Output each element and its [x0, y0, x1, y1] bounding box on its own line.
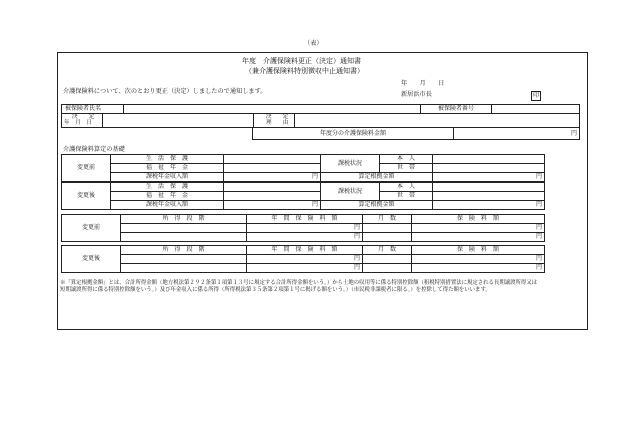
annual-premium-cell: 円: [247, 255, 363, 264]
basis-after-table: [61, 182, 545, 210]
months-header: 月 数: [363, 246, 412, 255]
household-value: [433, 164, 545, 173]
income-stage-cell: [121, 224, 247, 233]
income-after-label: 変更後: [62, 246, 121, 273]
household-label: 世 帯: [380, 192, 433, 201]
basis-before-label: 変更前: [62, 155, 111, 182]
pension-income-label: 課税年金収入額: [111, 173, 224, 182]
household-value: [433, 192, 545, 201]
income-stage-header: 所 得 段 階: [121, 246, 247, 255]
document-title: 年度 介護保険料更正（決定）通知書: [242, 57, 361, 65]
pension-income-label: 課税年金収入額: [111, 201, 224, 210]
welfare-pension-value: [224, 164, 321, 173]
annual-premium-cell: 円: [247, 224, 363, 233]
annual-amount-table: [252, 127, 580, 140]
standard-income-value: 円: [433, 201, 545, 210]
livelihood-value: [224, 183, 321, 192]
decision-date-value: [103, 114, 254, 128]
months-cell: [363, 255, 412, 264]
months-cell: [363, 233, 412, 242]
insured-number-label: 被保険者番号: [421, 105, 492, 114]
livelihood-value: [224, 155, 321, 164]
issue-date: 年 月 日: [401, 80, 445, 87]
months-header: 月 数: [363, 215, 412, 224]
welfare-pension-label: 福 祉 年 金: [111, 192, 224, 201]
premium-amount-cell: 円: [412, 264, 545, 273]
tax-status-label: 課税状況: [321, 155, 380, 173]
months-cell: [363, 224, 412, 233]
decision-table: [61, 113, 580, 128]
premium-amount-cell: 円: [412, 224, 545, 233]
premium-amount-header: 保 険 料 額: [412, 215, 545, 224]
income-stage-header: 所 得 段 階: [121, 215, 247, 224]
annual-premium-cell: 円: [247, 233, 363, 242]
basis-before-table: [61, 154, 545, 182]
issuer-name: 新居浜市長: [401, 91, 432, 98]
income-stage-cell: [121, 264, 247, 273]
income-stage-cell: [121, 255, 247, 264]
welfare-pension-label: 福 祉 年 金: [111, 164, 224, 173]
household-label: 世 帯: [380, 164, 433, 173]
annual-premium-header: 年 間 保 険 料 額: [247, 246, 363, 255]
decision-reason-value: [295, 114, 580, 128]
income-before-table: [61, 214, 545, 242]
decision-reason-label: 決 定 理 由: [254, 114, 295, 128]
self-value: [433, 183, 545, 192]
insured-name-label: 被保険者氏名: [62, 105, 124, 114]
standard-income-value: 円: [433, 173, 545, 182]
livelihood-label: 生 活 保 護: [111, 155, 224, 164]
self-value: [433, 155, 545, 164]
basis-heading: 介護保険料算定の基礎: [63, 146, 125, 153]
self-label: 本 人: [380, 183, 433, 192]
tax-status-label: 課税状況: [321, 183, 380, 201]
annual-amount-label: 年度分の介護保険料金額: [253, 128, 454, 140]
intro-text: 介護保険料について、次のとおり更正（決定）しましたので通知します。: [63, 88, 267, 95]
income-before-label: 変更前: [62, 215, 121, 242]
self-label: 本 人: [380, 155, 433, 164]
pension-income-value: 円: [224, 201, 321, 210]
pension-income-value: 円: [224, 173, 321, 182]
income-stage-cell: [121, 233, 247, 242]
decision-date-label: 決 定 年 月 日: [62, 114, 103, 128]
months-cell: [363, 264, 412, 273]
document-subtitle: （兼介護保険料特別徴収中止通知書）: [245, 67, 364, 75]
page-label: （表）: [304, 40, 323, 47]
income-after-table: [61, 245, 545, 273]
seal-mark: 印: [532, 92, 539, 99]
basis-after-label: 変更後: [62, 183, 111, 210]
standard-income-label: 算定根拠金額: [321, 173, 433, 182]
footnote: ※「算定根拠金額」とは、合計所得金額（地方税法第２９２条第１項第１３号に規定する合計所得金額をいう。）から土地の収用等に係る特別控除額（租税特別措置法に規定される長期譲渡所得又は短期譲渡所得に係る特別控除額をいう。）及び年金収入に係る所得（所得税法第３５条第２項第１号に掲げる額をいう。）（市民税非課税者に限る。）を控除して得た額をいいます。: [60, 280, 538, 294]
premium-amount-cell: 円: [412, 255, 545, 264]
annual-amount-value: 円: [454, 128, 580, 140]
annual-premium-cell: 円: [247, 264, 363, 273]
annual-premium-header: 年 間 保 険 料 額: [247, 215, 363, 224]
premium-amount-cell: 円: [412, 233, 545, 242]
premium-amount-header: 保 険 料 額: [412, 246, 545, 255]
standard-income-label: 算定根拠金額: [321, 201, 433, 210]
welfare-pension-value: [224, 192, 321, 201]
livelihood-label: 生 活 保 護: [111, 183, 224, 192]
